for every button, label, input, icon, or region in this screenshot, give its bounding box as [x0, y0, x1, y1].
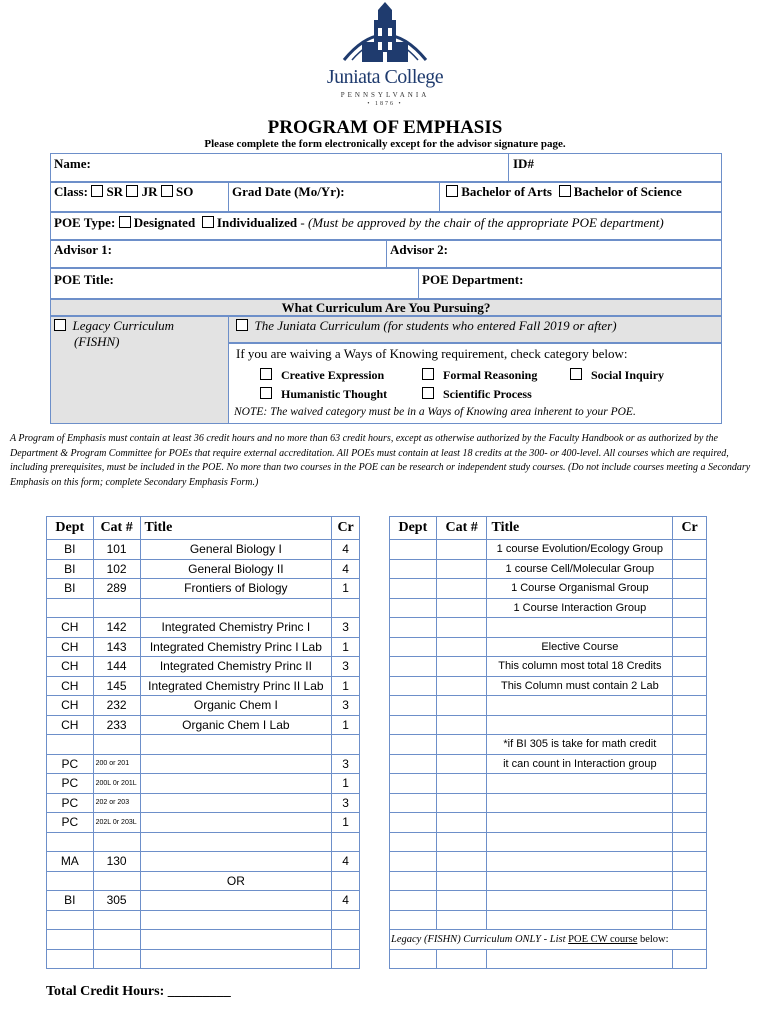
table-row	[47, 910, 360, 930]
cell-cat[interactable]: 102	[93, 559, 140, 579]
cell-cat[interactable]	[93, 930, 140, 950]
cell-cr[interactable]	[673, 774, 707, 794]
cell-dept[interactable]	[390, 793, 437, 813]
cell-dept[interactable]	[390, 949, 437, 969]
cell-title[interactable]: Integrated Chemistry Princ I	[140, 618, 332, 638]
legacy-checkbox[interactable]	[54, 319, 66, 331]
cat-header: Cat #	[436, 517, 487, 540]
table-row	[390, 949, 707, 969]
cell-dept[interactable]: PC	[47, 813, 94, 833]
cell-cat[interactable]: 305	[93, 891, 140, 911]
cell-cr[interactable]: 4	[332, 540, 360, 560]
cell-cr[interactable]: 3	[332, 618, 360, 638]
cell-cr[interactable]: 1	[332, 676, 360, 696]
legacy-list-prefix: Legacy (FISHN) Curriculum ONLY - List	[391, 933, 569, 945]
cell-title[interactable]: Integrated Chemistry Princ I Lab	[140, 637, 332, 657]
cell-dept[interactable]	[390, 891, 437, 911]
cell-title[interactable]: General Biology II	[140, 559, 332, 579]
cell-cat[interactable]	[436, 559, 487, 579]
cell-title[interactable]: Integrated Chemistry Princ II Lab	[140, 676, 332, 696]
class-sr-label: SR	[106, 184, 124, 199]
advisor1-label: Advisor 1:	[54, 242, 112, 257]
table-row	[47, 871, 360, 891]
table-row	[390, 598, 707, 618]
scientific-process-label: Scientific Process	[443, 387, 532, 401]
cell-dept[interactable]	[390, 852, 437, 872]
cell-cat[interactable]: 289	[93, 579, 140, 599]
page-title: PROGRAM OF EMPHASIS	[267, 117, 503, 138]
table-row	[47, 676, 360, 696]
cell-dept[interactable]: CH	[47, 618, 94, 638]
cell-dept[interactable]	[47, 598, 94, 618]
table-row	[47, 793, 360, 813]
cell-cat[interactable]	[436, 598, 487, 618]
cell-title[interactable]: Frontiers of Biology	[140, 579, 332, 599]
cell-cr[interactable]	[673, 891, 707, 911]
cell-cr[interactable]: 1	[332, 813, 360, 833]
cell-dept[interactable]: PC	[47, 774, 94, 794]
cell-title[interactable]	[487, 871, 673, 891]
cell-dept[interactable]	[390, 657, 437, 677]
total-credit-hours[interactable]: Total Credit Hours: _________	[46, 984, 231, 999]
cell-cr[interactable]: 4	[332, 559, 360, 579]
cell-cr[interactable]	[673, 696, 707, 716]
table-row	[390, 754, 707, 774]
poe-title-label: POE Title:	[54, 272, 114, 287]
table-row	[390, 930, 707, 950]
cell-cat[interactable]: 142	[93, 618, 140, 638]
table-row	[390, 696, 707, 716]
cell-cr[interactable]: 4	[332, 891, 360, 911]
formal-reasoning-label: Formal Reasoning	[443, 368, 538, 382]
humanistic-thought-option	[260, 387, 387, 402]
individualized-label: Individualized	[216, 215, 298, 230]
cat-header: Cat #	[93, 517, 140, 540]
class-label-text: Class:	[54, 184, 88, 199]
cell-dept[interactable]	[47, 949, 94, 969]
cell-dept[interactable]: PC	[47, 793, 94, 813]
id-field[interactable]	[508, 153, 722, 182]
cell-cat[interactable]	[436, 657, 487, 677]
cell-title[interactable]	[487, 891, 673, 911]
cell-title[interactable]	[140, 774, 332, 794]
formal-reasoning-option	[422, 368, 537, 383]
cell-cr[interactable]: 3	[332, 696, 360, 716]
cell-cr[interactable]: 1	[332, 715, 360, 735]
table-row	[47, 813, 360, 833]
table-row	[47, 949, 360, 969]
cell-cat[interactable]	[436, 949, 487, 969]
cell-cr[interactable]	[673, 793, 707, 813]
cell-title[interactable]: 1 Course Interaction Group	[487, 598, 673, 618]
cell-cat[interactable]	[436, 910, 487, 930]
table-row	[390, 910, 707, 930]
cell-cr[interactable]: 3	[332, 657, 360, 677]
title-header: Title	[140, 517, 332, 540]
humanistic-thought-checkbox[interactable]	[260, 387, 272, 399]
cell-cr[interactable]	[332, 910, 360, 930]
bs-label: Bachelor of Science	[573, 184, 682, 199]
cell-cr[interactable]	[332, 832, 360, 852]
cell-dept[interactable]	[390, 813, 437, 833]
cell-title[interactable]	[487, 832, 673, 852]
scientific-process-option	[422, 387, 532, 402]
table-row	[47, 832, 360, 852]
cell-cat[interactable]: 202L 0r 203L	[93, 813, 140, 833]
cell-cr[interactable]	[673, 657, 707, 677]
cell-cat[interactable]	[436, 579, 487, 599]
class-so-label: SO	[175, 184, 194, 199]
cell-cat[interactable]	[436, 715, 487, 735]
table-row	[47, 715, 360, 735]
cell-cat[interactable]: 143	[93, 637, 140, 657]
name-label: Name:	[54, 156, 91, 171]
cell-cr[interactable]	[673, 598, 707, 618]
cell-title[interactable]: Integrated Chemistry Princ II	[140, 657, 332, 677]
cell-dept[interactable]	[390, 559, 437, 579]
poe-type-label: POE Type:	[54, 215, 116, 230]
class-so-checkbox[interactable]	[161, 185, 173, 197]
cell-title[interactable]	[487, 774, 673, 794]
social-inquiry-option	[570, 368, 664, 383]
dept-header: Dept	[47, 517, 94, 540]
table-row	[390, 813, 707, 833]
creative-expression-label: Creative Expression	[281, 368, 385, 382]
cell-dept[interactable]	[390, 910, 437, 930]
cell-cat[interactable]: 200 or 201	[93, 754, 140, 774]
table-row	[47, 579, 360, 599]
cell-cat[interactable]	[93, 949, 140, 969]
table-row	[390, 891, 707, 911]
building-icon	[322, 0, 448, 66]
designated-label: Designated	[133, 215, 196, 230]
table-row	[47, 657, 360, 677]
cell-dept[interactable]	[47, 871, 94, 891]
cell-cr[interactable]	[673, 813, 707, 833]
cell-cr[interactable]: 3	[332, 793, 360, 813]
creative-expression-option	[260, 368, 384, 383]
cell-cat[interactable]	[93, 871, 140, 891]
cell-title[interactable]	[140, 891, 332, 911]
table-row	[47, 754, 360, 774]
cell-cr[interactable]	[332, 871, 360, 891]
cell-dept[interactable]	[390, 540, 437, 560]
class-sr-checkbox[interactable]	[91, 185, 103, 197]
cell-cat[interactable]	[93, 910, 140, 930]
instructions-text: A Program of Emphasis must contain at least 36 credit hours and no more than 63 credit hours, except as otherwise authorized by the Faculty Handbook or as authorized by the Department & Program Committee for POEs that require external accreditation. All POEs must contain at least 18 credits at the 300- or 400-level. All courses which are required, including prerequisites, must be included in the POE. No more than two courses in the POE can be research or independent study courses. (Do not include courses meeting a Secondary Emphasis on this form; complete Secondary Emphasis Form.)	[10, 433, 751, 488]
cell-cr[interactable]	[673, 715, 707, 735]
cell-cr[interactable]	[673, 559, 707, 579]
table-row	[47, 930, 360, 950]
cell-title[interactable]	[487, 910, 673, 930]
social-inquiry-checkbox[interactable]	[570, 368, 582, 380]
cell-title[interactable]	[140, 949, 332, 969]
cell-cat[interactable]: 144	[93, 657, 140, 677]
table-row	[390, 832, 707, 852]
cell-title[interactable]: 1 course Evolution/Ecology Group	[487, 540, 673, 560]
cr-header: Cr	[332, 517, 360, 540]
legacy-label-2: (FISHN)	[74, 334, 120, 349]
table-row	[390, 852, 707, 872]
cell-dept[interactable]	[390, 735, 437, 755]
cell-title[interactable]	[140, 793, 332, 813]
cell-title[interactable]	[487, 949, 673, 969]
table-row	[390, 715, 707, 735]
class-jr-checkbox[interactable]	[126, 185, 138, 197]
table-row	[390, 579, 707, 599]
cell-title[interactable]	[487, 696, 673, 716]
cell-cat[interactable]	[436, 696, 487, 716]
cell-cr[interactable]: 4	[332, 852, 360, 872]
legacy-list-suffix: below:	[637, 933, 669, 945]
cell-dept[interactable]	[390, 676, 437, 696]
scientific-process-checkbox[interactable]	[422, 387, 434, 399]
cell-title[interactable]	[140, 813, 332, 833]
grad-date-label: Grad Date (Mo/Yr):	[232, 184, 345, 199]
cell-cat[interactable]	[436, 774, 487, 794]
individualized-checkbox[interactable]	[202, 216, 214, 228]
cell-cr[interactable]: 1	[332, 579, 360, 599]
cell-cat[interactable]: 145	[93, 676, 140, 696]
waive-note: NOTE: The waived category must be in a Ways of Knowing area inherent to your POE.	[234, 406, 636, 418]
cell-cr[interactable]	[673, 871, 707, 891]
cell-cat[interactable]	[436, 813, 487, 833]
cell-cat[interactable]	[436, 676, 487, 696]
degree-options	[446, 184, 682, 200]
cell-cat[interactable]	[436, 871, 487, 891]
cell-dept[interactable]: MA	[47, 852, 94, 872]
cell-cat[interactable]	[436, 852, 487, 872]
table-row	[47, 559, 360, 579]
cell-title[interactable]	[487, 813, 673, 833]
legacy-option	[54, 318, 174, 334]
cell-title[interactable]: it can count in Interaction group	[487, 754, 673, 774]
id-label: ID#	[513, 156, 534, 171]
cell-cat[interactable]	[436, 832, 487, 852]
cell-cr[interactable]: 1	[332, 774, 360, 794]
cell-dept[interactable]: CH	[47, 637, 94, 657]
cell-dept[interactable]	[47, 930, 94, 950]
class-jr-label: JR	[141, 184, 158, 199]
cell-cr[interactable]	[673, 618, 707, 638]
cell-cat[interactable]: 232	[93, 696, 140, 716]
cell-cat[interactable]	[436, 618, 487, 638]
table-row	[390, 793, 707, 813]
college-year: • 1876 •	[367, 101, 403, 107]
cell-title[interactable]: This Column must contain 2 Lab	[487, 676, 673, 696]
cell-dept[interactable]: BI	[47, 559, 94, 579]
table-row	[47, 540, 360, 560]
cell-cr[interactable]	[673, 735, 707, 755]
table-row	[390, 676, 707, 696]
cell-cr[interactable]	[332, 735, 360, 755]
cell-title[interactable]	[140, 832, 332, 852]
cell-dept[interactable]: PC	[47, 754, 94, 774]
cell-title[interactable]	[140, 910, 332, 930]
cell-title[interactable]: General Biology I	[140, 540, 332, 560]
cell-title[interactable]: Elective Course	[487, 637, 673, 657]
cell-dept[interactable]: BI	[47, 579, 94, 599]
designated-checkbox[interactable]	[119, 216, 131, 228]
cell-title[interactable]	[487, 618, 673, 638]
table-row	[47, 852, 360, 872]
cell-cat[interactable]: 200L 0r 201L	[93, 774, 140, 794]
cell-cat[interactable]	[436, 540, 487, 560]
cell-title[interactable]	[487, 852, 673, 872]
cell-title[interactable]: 1 course Cell/Molecular Group	[487, 559, 673, 579]
table-row	[390, 657, 707, 677]
cell-title[interactable]	[140, 754, 332, 774]
cell-dept[interactable]	[390, 618, 437, 638]
curriculum-heading: What Curriculum Are You Pursuing?	[281, 300, 491, 315]
cell-cr[interactable]: 3	[332, 754, 360, 774]
juniata-label: The Juniata Curriculum (for students who entered Fall 2019 or after)	[254, 318, 617, 333]
cell-cat[interactable]	[93, 735, 140, 755]
cell-title[interactable]: *if BI 305 is take for math credit	[487, 735, 673, 755]
cell-cr[interactable]	[673, 579, 707, 599]
cell-cat[interactable]	[436, 637, 487, 657]
poe-department-label: POE Department:	[422, 272, 524, 287]
cell-dept[interactable]: CH	[47, 715, 94, 735]
cell-dept[interactable]: CH	[47, 696, 94, 716]
cell-cat[interactable]	[93, 598, 140, 618]
college-state: PENNSYLVANIA	[340, 91, 430, 99]
cell-cat[interactable]: 233	[93, 715, 140, 735]
cell-dept[interactable]: CH	[47, 657, 94, 677]
table-row	[47, 735, 360, 755]
table-row	[47, 637, 360, 657]
cell-title[interactable]: OR	[140, 871, 332, 891]
ba-checkbox[interactable]	[446, 185, 458, 197]
cell-cr[interactable]	[673, 852, 707, 872]
table-row	[47, 696, 360, 716]
ba-label: Bachelor of Arts	[461, 184, 552, 199]
table-row	[390, 559, 707, 579]
table-row	[390, 618, 707, 638]
cell-cr[interactable]	[673, 754, 707, 774]
cell-cat[interactable]	[436, 735, 487, 755]
cell-cat[interactable]	[436, 754, 487, 774]
cell-dept[interactable]: BI	[47, 540, 94, 560]
cell-cr[interactable]	[332, 949, 360, 969]
cell-cr[interactable]	[673, 540, 707, 560]
cell-cat[interactable]: 202 or 203	[93, 793, 140, 813]
cell-cat[interactable]	[93, 832, 140, 852]
table-row	[47, 774, 360, 794]
college-logo	[322, 0, 448, 112]
cell-cat[interactable]: 130	[93, 852, 140, 872]
creative-expression-checkbox[interactable]	[260, 368, 272, 380]
table-row	[390, 540, 707, 560]
cell-title[interactable]	[140, 930, 332, 950]
left-course-table	[46, 516, 360, 969]
cell-dept[interactable]	[47, 735, 94, 755]
waive-prompt: If you are waiving a Ways of Knowing requirement, check category below:	[236, 346, 628, 361]
advisor2-label: Advisor 2:	[390, 242, 448, 257]
cell-dept[interactable]	[390, 637, 437, 657]
table-row	[390, 637, 707, 657]
cell-dept[interactable]	[390, 579, 437, 599]
page-subtitle: Please complete the form electronically except for the advisor signature page.	[204, 138, 566, 150]
cell-cr[interactable]	[332, 598, 360, 618]
cell-cat[interactable]	[436, 891, 487, 911]
dept-header: Dept	[390, 517, 437, 540]
cell-dept[interactable]	[390, 696, 437, 716]
table-row	[47, 891, 360, 911]
formal-reasoning-checkbox[interactable]	[422, 368, 434, 380]
cell-title[interactable]: This column most total 18 Credits	[487, 657, 673, 677]
cell-dept[interactable]: BI	[47, 891, 94, 911]
humanistic-thought-label: Humanistic Thought	[281, 387, 388, 401]
cell-dept[interactable]	[390, 598, 437, 618]
table-row	[47, 618, 360, 638]
cell-title[interactable]	[487, 793, 673, 813]
cell-cr[interactable]	[673, 832, 707, 852]
cell-title[interactable]	[140, 598, 332, 618]
table-row	[390, 871, 707, 891]
table-row	[390, 774, 707, 794]
cell-dept[interactable]	[390, 754, 437, 774]
college-name: Juniata College	[326, 66, 444, 88]
cell-dept[interactable]	[390, 871, 437, 891]
class-label	[54, 184, 193, 200]
cell-dept[interactable]	[390, 774, 437, 794]
cell-cr[interactable]	[673, 637, 707, 657]
social-inquiry-label: Social Inquiry	[591, 368, 665, 382]
juniata-option	[236, 318, 617, 334]
cell-cr[interactable]	[673, 676, 707, 696]
cell-dept[interactable]	[47, 910, 94, 930]
cell-title[interactable]	[140, 735, 332, 755]
bs-checkbox[interactable]	[559, 185, 571, 197]
cell-title[interactable]: Organic Chem I Lab	[140, 715, 332, 735]
table-row	[47, 598, 360, 618]
cell-cr[interactable]	[332, 930, 360, 950]
poe-type	[54, 215, 664, 231]
cell-cr[interactable]	[673, 949, 707, 969]
poe-cw-course-link[interactable]: POE CW course	[568, 933, 638, 945]
cell-dept[interactable]	[390, 832, 437, 852]
cell-dept[interactable]: CH	[47, 676, 94, 696]
cr-header: Cr	[673, 517, 707, 540]
cell-title[interactable]: Organic Chem I	[140, 696, 332, 716]
cell-cat[interactable]	[436, 793, 487, 813]
table-row	[390, 735, 707, 755]
cell-cat[interactable]: 101	[93, 540, 140, 560]
cell-title[interactable]	[487, 715, 673, 735]
cell-cr[interactable]: 1	[332, 637, 360, 657]
individualized-note: - (Must be approved by the chair of the appropriate POE department)	[300, 215, 664, 230]
cell-title[interactable]: 1 Course Organismal Group	[487, 579, 673, 599]
cell-dept[interactable]	[390, 715, 437, 735]
title-header: Title	[487, 517, 673, 540]
juniata-checkbox[interactable]	[236, 319, 248, 331]
cell-dept[interactable]	[47, 832, 94, 852]
legacy-list-note	[390, 930, 707, 950]
cell-title[interactable]	[140, 852, 332, 872]
right-course-table	[389, 516, 707, 969]
cell-cr[interactable]	[673, 910, 707, 930]
legacy-label: Legacy Curriculum	[72, 318, 174, 333]
